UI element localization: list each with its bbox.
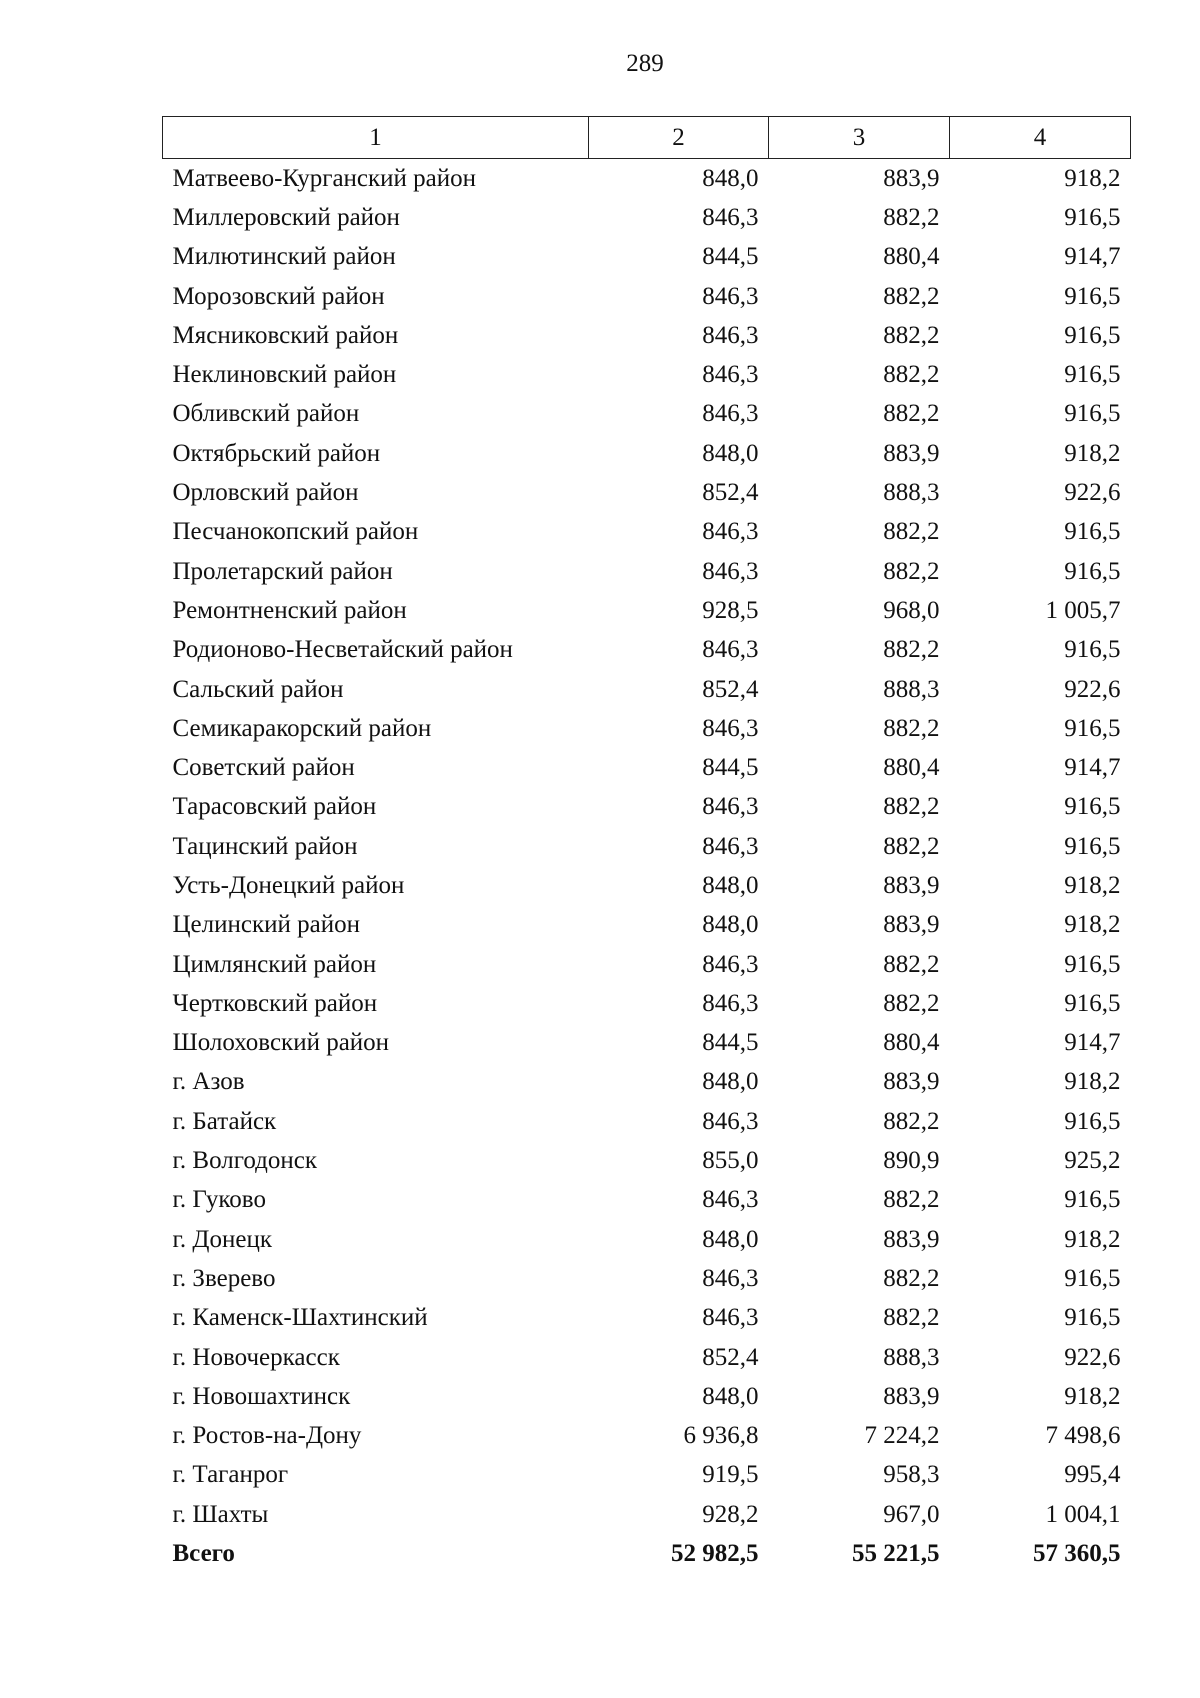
row-label-cell: Советский район — [172, 754, 355, 782]
row-label-cell: г. Батайск — [172, 1107, 277, 1135]
value-cell-col-3: 7 224,2 — [864, 1422, 940, 1450]
table-row — [163, 1220, 1131, 1259]
table-row — [163, 316, 1131, 355]
value-cell-col-2: 846,3 — [702, 361, 759, 389]
value-cell-col-2: 846,3 — [702, 282, 759, 310]
table-row — [163, 1299, 1131, 1338]
value-cell-col-2: 844,5 — [702, 1029, 759, 1057]
table-row — [163, 1181, 1131, 1220]
value-cell-col-3: 967,0 — [883, 1500, 940, 1528]
table-row — [163, 1259, 1131, 1298]
value-cell-col-4: 918,2 — [1064, 1068, 1121, 1096]
row-label-cell: Ремонтненский район — [172, 596, 407, 624]
row-label-cell: Миллеровский район — [172, 203, 400, 231]
value-cell-col-3: 882,2 — [883, 793, 940, 821]
value-cell-col-3: 883,9 — [883, 911, 940, 939]
value-cell-col-2: 846,3 — [702, 793, 759, 821]
value-cell-col-3: 883,9 — [883, 1225, 940, 1253]
table-row — [163, 395, 1131, 434]
value-cell-col-3: 888,3 — [883, 1343, 940, 1371]
header-cell-4: 4 — [950, 117, 1131, 159]
table-row — [163, 906, 1131, 945]
value-cell-col-4: 916,5 — [1064, 1264, 1121, 1292]
row-label-cell: Всего — [172, 1540, 235, 1568]
page-number: 289 — [626, 50, 664, 77]
value-cell-col-4: 57 360,5 — [1033, 1540, 1121, 1568]
table-row — [163, 827, 1131, 866]
value-cell-col-3: 882,2 — [883, 282, 940, 310]
value-cell-col-4: 916,5 — [1064, 714, 1121, 742]
table-row — [163, 945, 1131, 984]
table-row — [163, 238, 1131, 277]
table-row — [163, 1102, 1131, 1141]
value-cell-col-2: 848,0 — [702, 1068, 759, 1096]
value-cell-col-2: 844,5 — [702, 243, 759, 271]
value-cell-col-4: 916,5 — [1064, 203, 1121, 231]
row-label-cell: г. Новошахтинск — [172, 1382, 351, 1410]
value-cell-col-3: 888,3 — [883, 479, 940, 507]
value-cell-col-4: 922,6 — [1064, 675, 1121, 703]
value-cell-col-2: 52 982,5 — [671, 1540, 759, 1568]
value-cell-col-2: 846,3 — [702, 518, 759, 546]
row-label-cell: Шолоховский район — [172, 1029, 390, 1057]
table-row — [163, 434, 1131, 473]
total-row — [163, 1534, 1131, 1573]
value-cell-col-3: 882,2 — [883, 1186, 940, 1214]
value-cell-col-2: 846,3 — [702, 714, 759, 742]
value-cell-col-2: 846,3 — [702, 400, 759, 428]
value-cell-col-3: 882,2 — [883, 203, 940, 231]
value-cell-col-2: 848,0 — [702, 871, 759, 899]
table-row — [163, 277, 1131, 316]
row-label-cell: Мясниковский район — [172, 321, 399, 349]
value-cell-col-4: 916,5 — [1064, 793, 1121, 821]
value-cell-col-4: 914,7 — [1064, 243, 1121, 271]
table-row — [163, 748, 1131, 787]
value-cell-col-2: 855,0 — [702, 1147, 759, 1175]
table-row — [163, 709, 1131, 748]
value-cell-col-4: 916,5 — [1064, 557, 1121, 585]
row-label-cell: г. Волгодонск — [172, 1147, 318, 1175]
value-cell-col-4: 916,5 — [1064, 1107, 1121, 1135]
row-label-cell: Орловский район — [172, 479, 359, 507]
table-row — [163, 198, 1131, 237]
value-cell-col-4: 916,5 — [1064, 1186, 1121, 1214]
value-cell-col-4: 918,2 — [1064, 164, 1121, 192]
value-cell-col-4: 916,5 — [1064, 282, 1121, 310]
row-label-cell: Чертковский район — [172, 989, 378, 1017]
value-cell-col-3: 882,2 — [883, 636, 940, 664]
value-cell-col-2: 848,0 — [702, 1382, 759, 1410]
value-cell-col-4: 916,5 — [1064, 518, 1121, 546]
row-label-cell: г. Гуково — [172, 1186, 266, 1214]
table-row — [163, 1338, 1131, 1377]
value-cell-col-3: 883,9 — [883, 1068, 940, 1096]
value-cell-col-4: 916,5 — [1064, 321, 1121, 349]
value-cell-col-3: 968,0 — [883, 596, 940, 624]
table-row — [163, 866, 1131, 905]
value-cell-col-4: 914,7 — [1064, 1029, 1121, 1057]
value-cell-col-2: 848,0 — [702, 911, 759, 939]
header-cell-3: 3 — [769, 117, 950, 159]
table-row — [163, 591, 1131, 630]
value-cell-col-3: 882,2 — [883, 950, 940, 978]
row-label-cell: г. Каменск-Шахтинский — [172, 1304, 428, 1332]
value-cell-col-2: 852,4 — [702, 675, 759, 703]
value-cell-col-2: 928,2 — [702, 1500, 759, 1528]
value-cell-col-2: 846,3 — [702, 832, 759, 860]
table-row — [163, 1495, 1131, 1534]
table-header — [163, 117, 1131, 159]
value-cell-col-2: 846,3 — [702, 557, 759, 585]
value-cell-col-4: 918,2 — [1064, 1225, 1121, 1253]
value-cell-col-4: 925,2 — [1064, 1147, 1121, 1175]
table-row — [163, 984, 1131, 1023]
row-label-cell: Целинский район — [172, 911, 360, 939]
value-cell-col-2: 846,3 — [702, 321, 759, 349]
value-cell-col-3: 880,4 — [883, 243, 940, 271]
value-cell-col-4: 914,7 — [1064, 754, 1121, 782]
row-label-cell: Усть-Донецкий район — [172, 871, 405, 899]
row-label-cell: г. Шахты — [172, 1500, 269, 1528]
value-cell-col-2: 928,5 — [702, 596, 759, 624]
header-cell-2: 2 — [589, 117, 769, 159]
value-cell-col-3: 882,2 — [883, 1304, 940, 1332]
row-label-cell: Тацинский район — [172, 832, 358, 860]
row-label-cell: г. Ростов-на-Дону — [172, 1422, 362, 1450]
value-cell-col-3: 883,9 — [883, 871, 940, 899]
value-cell-col-2: 6 936,8 — [683, 1422, 759, 1450]
value-cell-col-4: 916,5 — [1064, 636, 1121, 664]
header-row — [163, 117, 1131, 159]
value-cell-col-4: 918,2 — [1064, 1382, 1121, 1410]
value-cell-col-4: 916,5 — [1064, 361, 1121, 389]
row-label-cell: Морозовский район — [172, 282, 385, 310]
value-cell-col-4: 918,2 — [1064, 911, 1121, 939]
row-label-cell: г. Донецк — [172, 1225, 272, 1253]
table-row — [163, 631, 1131, 670]
row-label-cell: г. Таганрог — [172, 1461, 289, 1489]
table-row — [163, 1141, 1131, 1180]
row-label-cell: Обливский район — [172, 400, 360, 428]
value-cell-col-3: 882,2 — [883, 361, 940, 389]
table-row — [163, 1024, 1131, 1063]
value-cell-col-4: 922,6 — [1064, 479, 1121, 507]
value-cell-col-2: 852,4 — [702, 479, 759, 507]
table-row — [163, 1377, 1131, 1416]
table-row — [163, 1063, 1131, 1102]
value-cell-col-4: 916,5 — [1064, 950, 1121, 978]
value-cell-col-3: 888,3 — [883, 675, 940, 703]
table-row — [163, 788, 1131, 827]
value-cell-col-4: 918,2 — [1064, 439, 1121, 467]
value-cell-col-4: 7 498,6 — [1045, 1422, 1121, 1450]
value-cell-col-3: 883,9 — [883, 1382, 940, 1410]
value-cell-col-2: 846,3 — [702, 203, 759, 231]
value-cell-col-2: 848,0 — [702, 164, 759, 192]
row-label-cell: г. Зверево — [172, 1264, 276, 1292]
row-label-cell: г. Новочеркасск — [172, 1343, 340, 1371]
row-label-cell: Неклиновский район — [172, 361, 397, 389]
row-label-cell: Октябрьский район — [172, 439, 381, 467]
table-row — [163, 1417, 1131, 1456]
data-table-container — [162, 116, 1130, 1574]
value-cell-col-4: 1 005,7 — [1045, 596, 1121, 624]
row-label-cell: Матвеево-Курганский район — [172, 164, 477, 192]
value-cell-col-3: 882,2 — [883, 1264, 940, 1292]
table-row — [163, 1456, 1131, 1495]
value-cell-col-2: 846,3 — [702, 1186, 759, 1214]
table-row — [163, 159, 1131, 199]
row-label-cell: Семикаракорский район — [172, 714, 432, 742]
value-cell-col-3: 882,2 — [883, 714, 940, 742]
value-cell-col-3: 958,3 — [883, 1461, 940, 1489]
value-cell-col-2: 846,3 — [702, 636, 759, 664]
value-cell-col-2: 846,3 — [702, 1304, 759, 1332]
row-label-cell: Сальский район — [172, 675, 344, 703]
value-cell-col-3: 890,9 — [883, 1147, 940, 1175]
value-cell-col-3: 880,4 — [883, 1029, 940, 1057]
value-cell-col-2: 846,3 — [702, 989, 759, 1017]
row-label-cell: Милютинский район — [172, 243, 396, 271]
row-label-cell: Родионово-Несветайский район — [172, 636, 513, 664]
value-cell-col-3: 882,2 — [883, 321, 940, 349]
table-row — [163, 355, 1131, 394]
data-table — [162, 116, 1131, 1574]
value-cell-col-3: 882,2 — [883, 832, 940, 860]
value-cell-col-2: 848,0 — [702, 1225, 759, 1253]
value-cell-col-3: 880,4 — [883, 754, 940, 782]
value-cell-col-3: 882,2 — [883, 1107, 940, 1135]
row-label-cell: Песчанокопский район — [172, 518, 419, 546]
table-body — [163, 159, 1131, 1574]
value-cell-col-2: 848,0 — [702, 439, 759, 467]
value-cell-col-3: 882,2 — [883, 400, 940, 428]
row-label-cell: Тарасовский район — [172, 793, 377, 821]
table-row — [163, 513, 1131, 552]
table-row — [163, 552, 1131, 591]
value-cell-col-3: 55 221,5 — [852, 1540, 940, 1568]
value-cell-col-2: 919,5 — [702, 1461, 759, 1489]
header-cell-1: 1 — [163, 117, 589, 159]
row-label-cell: Цимлянский район — [172, 950, 377, 978]
value-cell-col-3: 882,2 — [883, 989, 940, 1017]
row-label-cell: Пролетарский район — [172, 557, 393, 585]
value-cell-col-3: 882,2 — [883, 557, 940, 585]
value-cell-col-2: 852,4 — [702, 1343, 759, 1371]
table-row — [163, 473, 1131, 512]
value-cell-col-4: 916,5 — [1064, 400, 1121, 428]
value-cell-col-4: 916,5 — [1064, 1304, 1121, 1332]
value-cell-col-4: 995,4 — [1064, 1461, 1121, 1489]
value-cell-col-2: 846,3 — [702, 1264, 759, 1292]
row-label-cell: г. Азов — [172, 1068, 245, 1096]
value-cell-col-4: 1 004,1 — [1045, 1500, 1121, 1528]
value-cell-col-2: 844,5 — [702, 754, 759, 782]
value-cell-col-4: 916,5 — [1064, 989, 1121, 1017]
table-row — [163, 670, 1131, 709]
value-cell-col-3: 882,2 — [883, 518, 940, 546]
value-cell-col-3: 883,9 — [883, 439, 940, 467]
value-cell-col-4: 918,2 — [1064, 871, 1121, 899]
value-cell-col-2: 846,3 — [702, 1107, 759, 1135]
value-cell-col-3: 883,9 — [883, 164, 940, 192]
value-cell-col-4: 922,6 — [1064, 1343, 1121, 1371]
value-cell-col-4: 916,5 — [1064, 832, 1121, 860]
value-cell-col-2: 846,3 — [702, 950, 759, 978]
